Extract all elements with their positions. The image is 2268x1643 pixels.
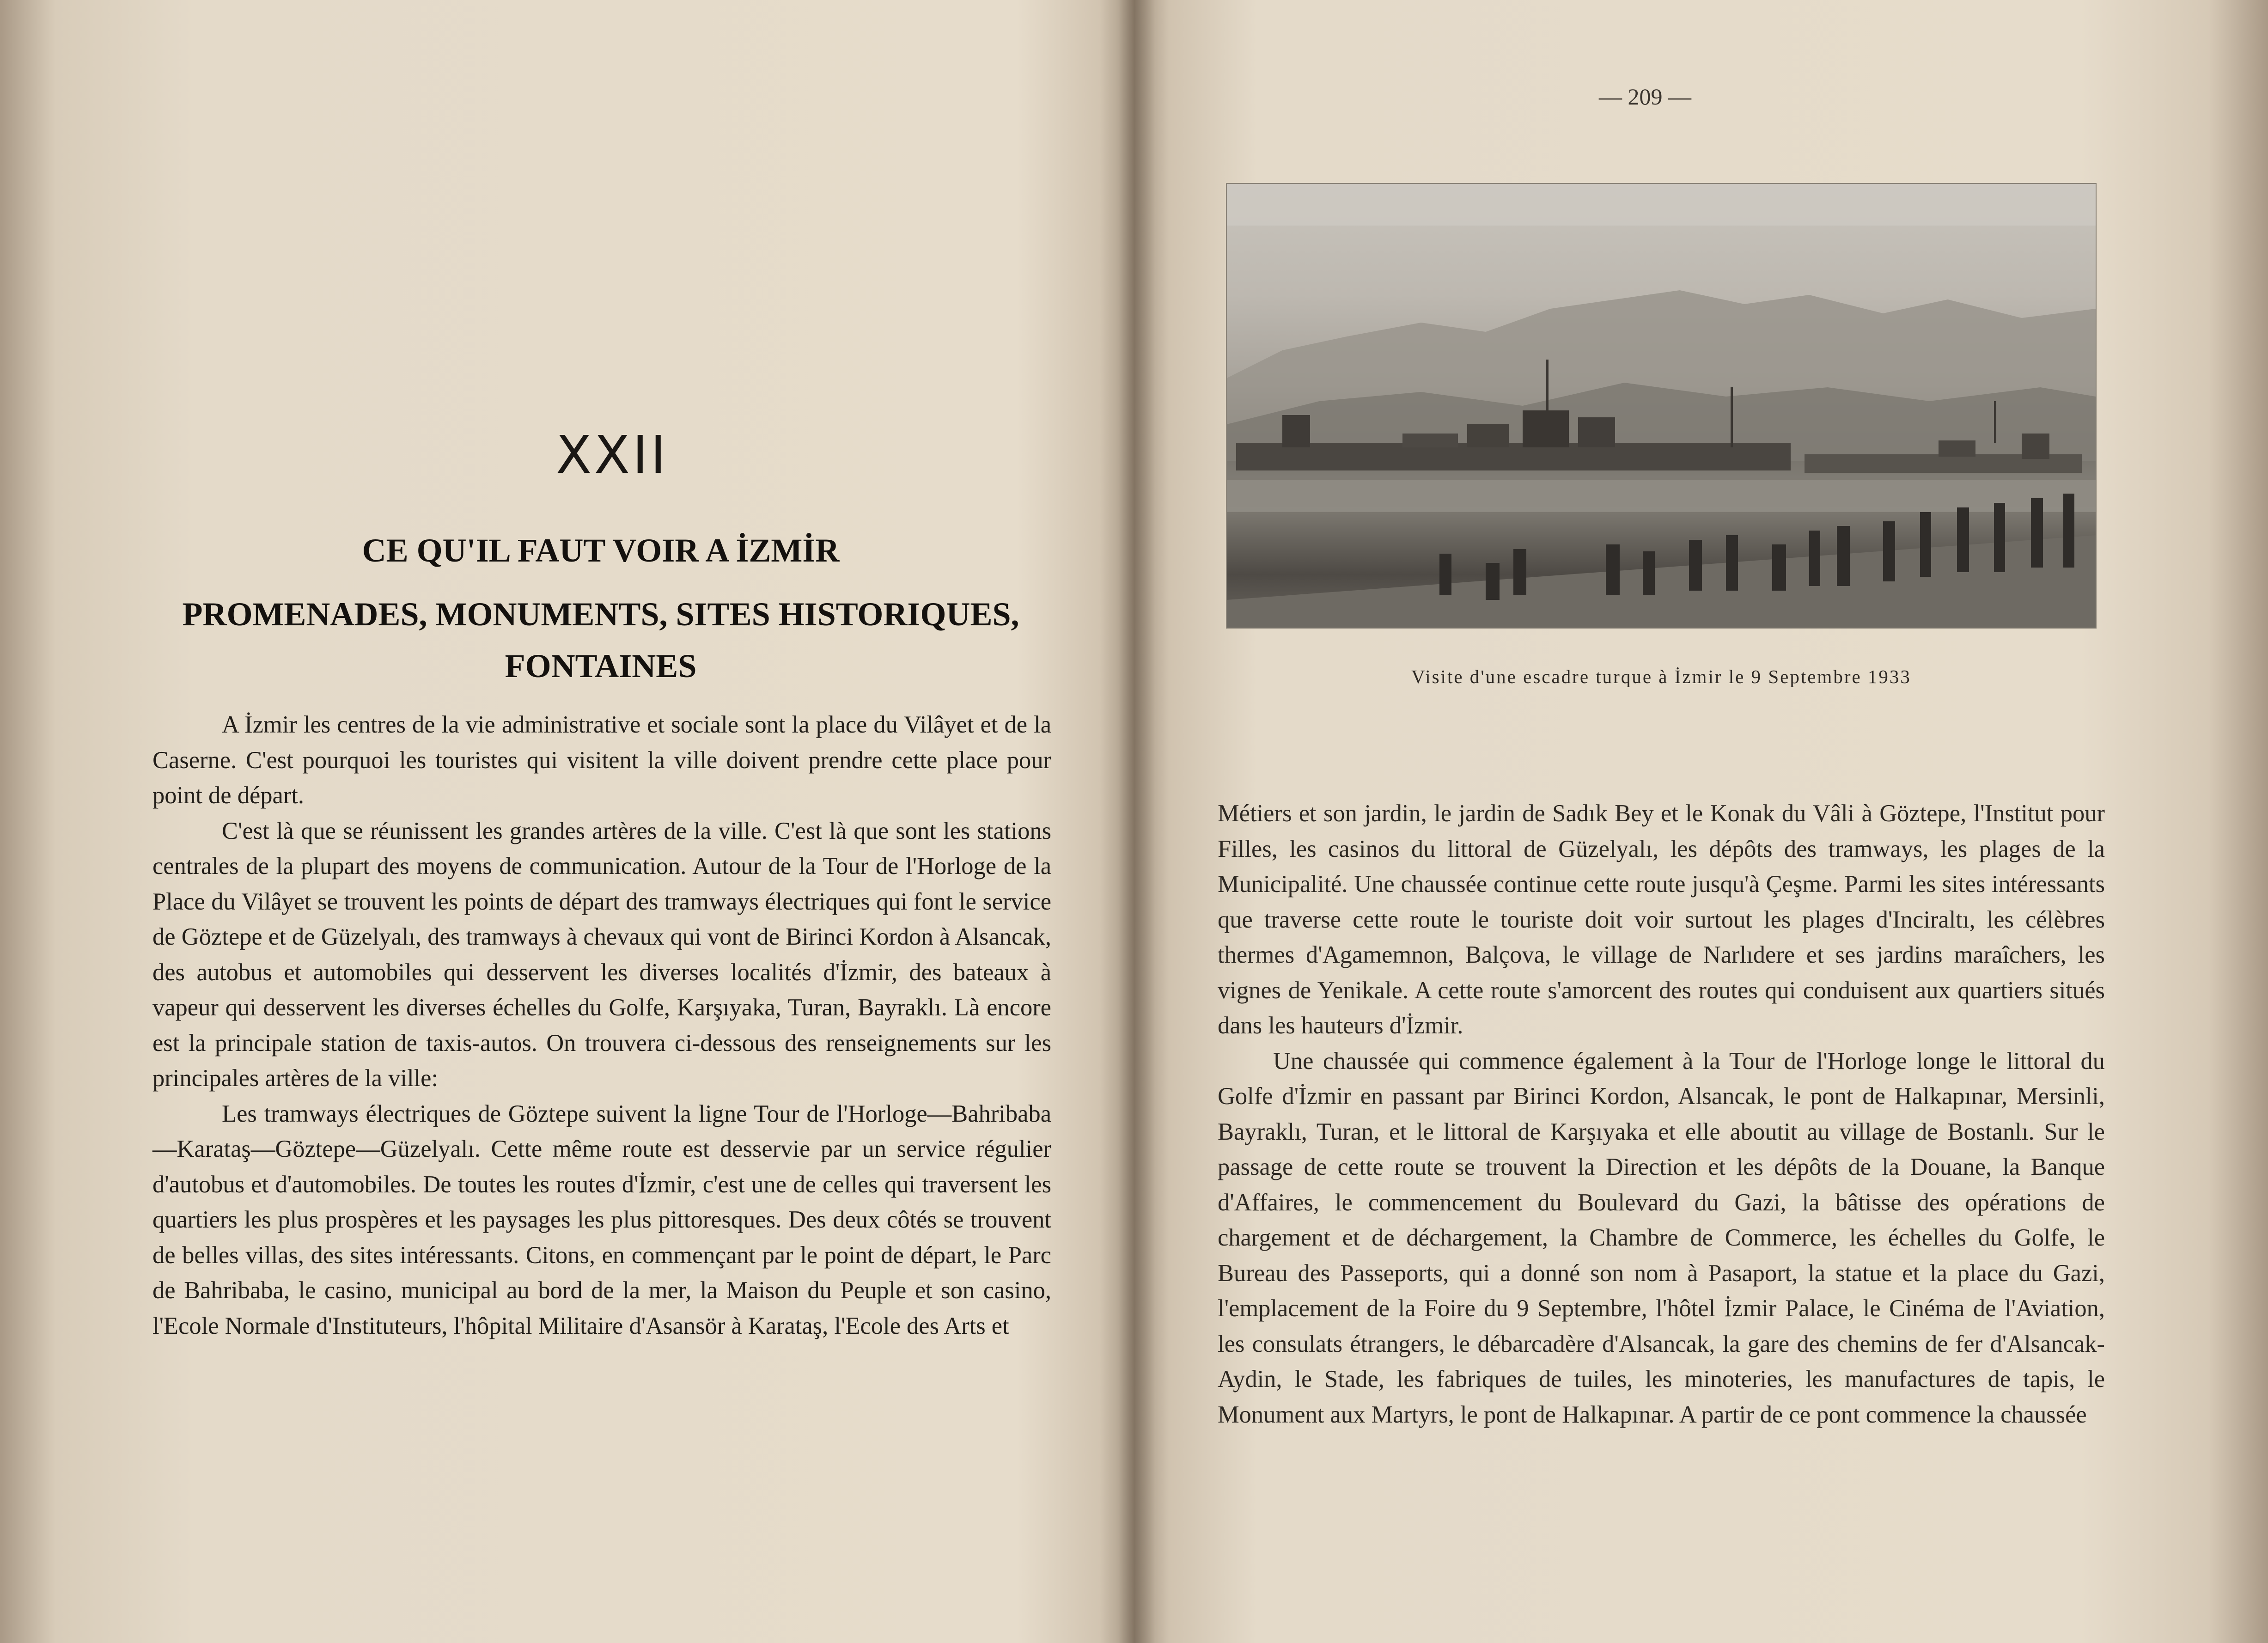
right-body-text (1218, 796, 2105, 1432)
left-body-text (152, 707, 1051, 1344)
photo-caption: Visite d'une escadre turque à İzmir le 9 Septembre 1933 (1411, 666, 1911, 687)
paragraph: Les tramways électriques de Göztepe suivent la ligne Tour de l'Horloge—Bahribaba—Karataş—Göztepe—Güzelyalı. Cette même route est desservie par un service régulier d'autobus et d'automobiles. De toutes les routes d'İzmir, c'est une de celles qui traversent les quartiers les plus prospères et les paysages les plus pittoresques. Des deux côtés se trouvent de belles villas, des sites intéressants. Citons, en commençant par le point de départ, le Parc de Bahribaba, le casino, municipal au bord de la mer, la Maison du Peuple et son casino, l'Ecole Normale d'Instituteurs, l'hôpital Militaire d'Asansör à Karataş, l'Ecole des Arts et (152, 1100, 1051, 1339)
page-number: — 209 — (1599, 84, 1691, 110)
chapter-title-line-1: CE QU'IL FAUT VOIR A İZMİR (362, 532, 840, 569)
paragraph: C'est là que se réunissent les grandes artères de la ville. C'est là que sont les stations centrales de la plupart des moyens de communication. Autour de la Tour de l'Horloge de la Place du Vilâyet se trouvent les points de départ des tramways électriques qui font le service de Göztepe et de Güzelyalı, des tramways à chevaux qui vont de Birinci Kordon à Alsancak, des autobus et automobiles qui desservent les diverses localités d'İzmir, des bateaux à vapeur qui desservent les diverses échelles du Golfe, Karşıyaka, Turan, Bayraklı. Là encore est la principale station de taxis-autos. On trouvera ci-dessous des renseignements sur les principales artères de la ville: (152, 817, 1051, 1092)
harbor-photograph (1227, 184, 2096, 628)
chapter-title-line-2: PROMENADES, MONUMENTS, SITES HISTORIQUES, (182, 596, 1019, 633)
paragraph: Métiers et son jardin, le jardin de Sadık Bey et le Konak du Vâli à Göztepe, l'Institut pour Filles, les casinos du littoral de Güzelyalı, les dépôts des tramways, les plages de la Municipalité. Une chaussée continue cette route jusqu'à Çeşme. Parmi les sites intéressants que traverse cette route le touriste doit voir surtout les plages d'Inciraltı, les célèbres thermes d'Agamemnon, Balçova, le village de Narlıdere et ses jardins maraîchers, les vignes de Yenikale. A cette route s'amorcent des routes qui conduisent aux quartiers situés dans les hauteurs d'İzmir. (1218, 800, 2105, 1039)
chapter-number: XXII (556, 425, 669, 485)
paragraph: A İzmir les centres de la vie administrative et sociale sont la place du Vilâyet et de la Caserne. C'est pourquoi les touristes qui visitent la ville doivent prendre cette place pour point de départ. (152, 711, 1051, 809)
warship-photo-illustration (1227, 184, 2096, 628)
paragraph: Une chaussée qui commence également à la Tour de l'Horloge longe le littoral du Golfe d'İzmir en passant par Birinci Kordon, Alsancak, le pont de Halkapınar, Mersinli, Bayraklı, Turan, et le littoral de Karşıyaka et elle aboutit au village de Bostanlı. Sur le passage de cette route se trouvent la Direction et les dépôts de la Douane, la Banque d'Affaires, le commencement du Boulevard du Gazi, la bâtisse des opérations de chargement et de déchargement, la Chambre de Commerce, les échelles du Golfe, le Bureau des Passeports, qui a donné son nom à Pasaport, la statue et la place du Gazi, l'emplacement de la Foire du 9 Septembre, l'hôtel İzmir Palace, le Cinéma de l'Aviation, les consulats étrangers, le débarcadère d'Alsancak, la gare des chemins de fer d'Alsancak-Aydin, le Stade, les fabriques de tuiles, les minoteries, les manufactures de tapis, le Monument aux Martyrs, le pont de Halkapınar. A partir de ce pont commence la chaussée (1218, 1047, 2105, 1428)
chapter-title-line-3: FONTAINES (505, 647, 697, 684)
